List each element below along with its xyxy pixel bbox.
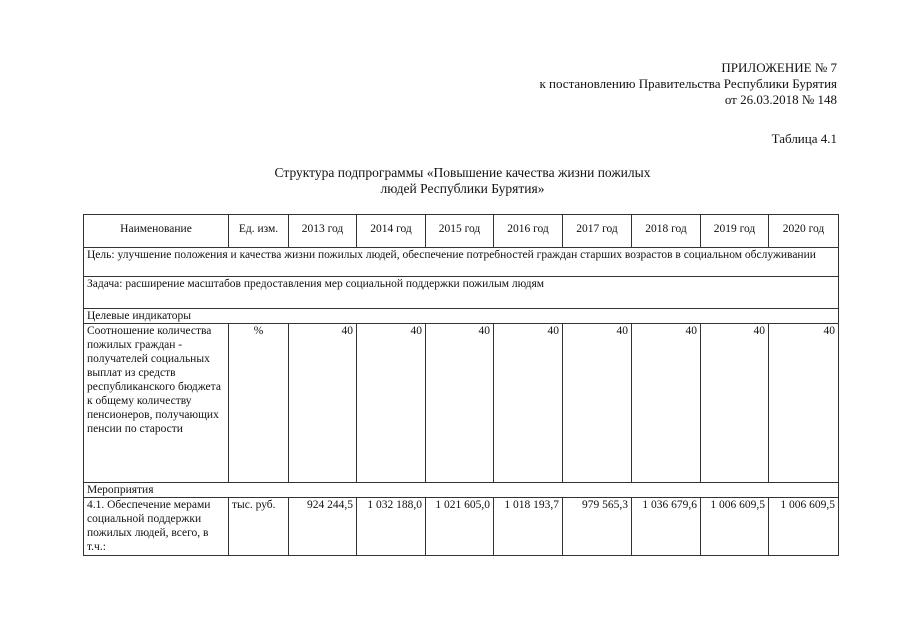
- measure-value-2014: 1 032 188,0: [357, 498, 426, 556]
- measure-value-2017: 979 565,3: [563, 498, 632, 556]
- indicators-heading-row: [84, 309, 839, 324]
- header-2019: 2019 год: [701, 215, 769, 248]
- header-name: Наименование: [84, 215, 229, 248]
- indicator-value-2017: 40: [563, 324, 632, 483]
- measure-value-2018: 1 036 679,6: [632, 498, 701, 556]
- table-number: Таблица 4.1: [771, 131, 837, 146]
- measure-value-2020: 1 006 609,5: [769, 498, 839, 556]
- header-2014: 2014 год: [357, 215, 426, 248]
- title-line-1: Структура подпрограммы «Повышение качества жизни пожилых: [274, 165, 651, 180]
- indicator-value-2019: 40: [701, 324, 769, 483]
- indicator-row: [84, 324, 839, 483]
- indicator-value-2014: 40: [357, 324, 426, 483]
- appendix-decree: к постановлению Правительства Республики Бурятия: [539, 76, 837, 91]
- measure-value-2013: 924 244,5: [289, 498, 357, 556]
- measure-row: [84, 498, 839, 556]
- goal-row: [84, 248, 839, 277]
- task-row: [84, 277, 839, 309]
- appendix-number: ПРИЛОЖЕНИЕ № 7: [721, 60, 837, 75]
- header-unit: Ед. изм.: [229, 215, 289, 248]
- header-2013: 2013 год: [289, 215, 357, 248]
- measure-value-2019: 1 006 609,5: [701, 498, 769, 556]
- indicator-name: Соотношение количества пожилых граждан - получателей социальных выплат из средств республиканского бюджета к общему количеству пенсионеров, получающих пенсии по старости: [84, 324, 229, 483]
- measure-value-2015: 1 021 605,0: [426, 498, 494, 556]
- goal-text: Цель: улучшение положения и качества жизни пожилых людей, обеспечение потребностей граждан старших возрастов в социальном обслуживании: [84, 248, 839, 277]
- measures-heading: Мероприятия: [84, 483, 839, 498]
- indicator-value-2016: 40: [494, 324, 563, 483]
- header-2016: 2016 год: [494, 215, 563, 248]
- header-2020: 2020 год: [769, 215, 839, 248]
- appendix-header: [539, 60, 837, 108]
- appendix-date: от 26.03.2018 № 148: [724, 92, 837, 107]
- measure-value-2016: 1 018 193,7: [494, 498, 563, 556]
- header-row: [84, 215, 839, 248]
- measure-name: 4.1. Обеспечение мерами социальной поддержки пожилых людей, всего, в т.ч.:: [84, 498, 229, 556]
- header-2018: 2018 год: [632, 215, 701, 248]
- header-2017: 2017 год: [563, 215, 632, 248]
- subprogram-structure-table: [83, 214, 839, 556]
- indicator-value-2020: 40: [769, 324, 839, 483]
- indicator-value-2018: 40: [632, 324, 701, 483]
- document-title: [180, 165, 745, 197]
- header-2015: 2015 год: [426, 215, 494, 248]
- title-line-2: людей Республики Бурятия»: [380, 181, 545, 196]
- indicator-unit: %: [229, 324, 289, 483]
- indicators-heading: Целевые индикаторы: [84, 309, 839, 324]
- measures-heading-row: [84, 483, 839, 498]
- indicator-value-2015: 40: [426, 324, 494, 483]
- measure-unit: тыс. руб.: [229, 498, 289, 556]
- task-text: Задача: расширение масштабов предоставления мер социальной поддержки пожилым людям: [84, 277, 839, 309]
- indicator-value-2013: 40: [289, 324, 357, 483]
